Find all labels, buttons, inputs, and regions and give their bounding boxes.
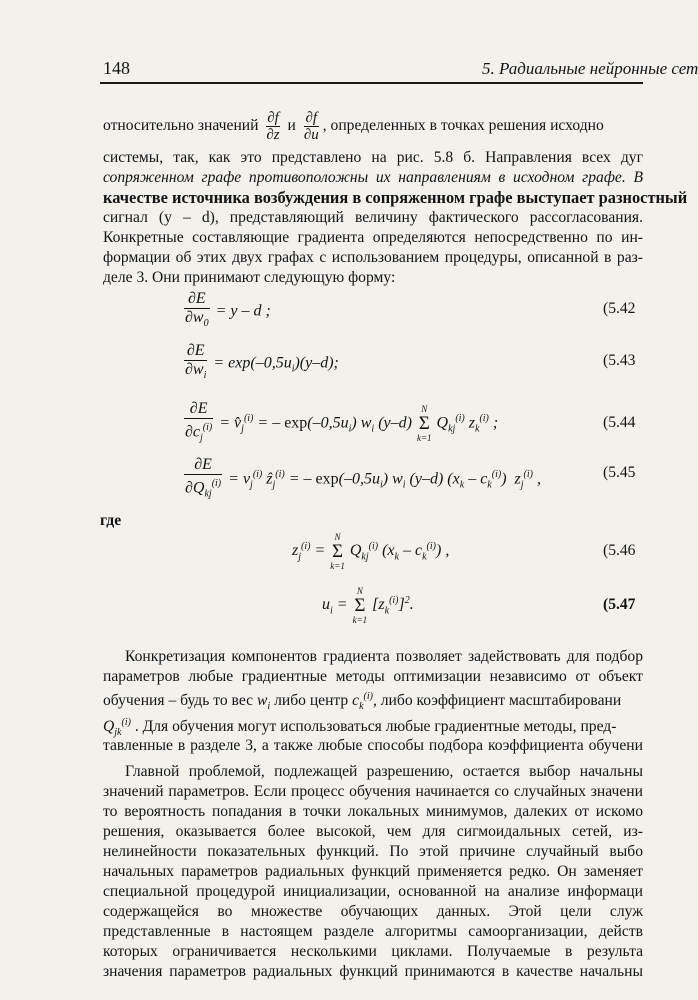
text-line-b1: Конкретизация компонентов градиента позволяет задействовать для подбор xyxy=(125,648,643,665)
text-line-b5: тавленные в разделе 3, а также любые способы подбора коэффициента обучени xyxy=(103,737,643,754)
text-line-b9: решения, оказывается более высокой, чем для сигмоидальных сетей, из- xyxy=(103,823,643,840)
text-line-4: качестве источника возбуждения в сопряженном графе выступает разностный xyxy=(103,188,688,207)
text-line-b3: обучения – будь то вес $w_i$ либо центр $c_k^{(i)}$, либо коэффициент масштабировани xyxy=(103,691,622,713)
inline-frac-df-du: $\frac{\partial f}{\partial u}$ xyxy=(303,109,319,143)
equation-number-5-47: (5.47 xyxy=(603,596,636,613)
text-line-b13: содержащейся во множестве обучающих данных. Этой цели служ xyxy=(103,903,643,920)
inline-frac-df-dz: $\frac{\partial f}{\partial z}$ xyxy=(266,109,280,143)
equation-number-5-45: (5.45 xyxy=(603,464,636,481)
equation-number-5-46: (5.46 xyxy=(603,542,636,559)
text-line-8: деле 3. Они принимают следующую форму: xyxy=(103,269,396,286)
text-line-b15: которых ограничивается несколькими циклами. Получаемые в результа xyxy=(103,943,643,960)
where-label: где xyxy=(100,512,122,529)
page-number: 148 xyxy=(103,58,130,78)
text-line-b2: параметров любые градиентные методы оптимизации независимо от объект xyxy=(103,668,643,685)
text-line-b11: начальных параметров радиальных функций применяется редко. Он заменяет xyxy=(103,863,643,880)
equation-number-5-43: (5.43 xyxy=(603,352,636,369)
equation-5-43: $\frac{\partial E}{\partial w_i}$ = $\exp(-0,5u_i)(y-d)$; xyxy=(185,342,339,382)
header-rule xyxy=(100,82,643,84)
text-line-b16: значения параметров радиальных функций принимаются в качестве начальны xyxy=(103,963,643,980)
equation-number-5-44: (5.44 xyxy=(603,414,636,431)
running-header: 5. Радиальные нейронные сет xyxy=(482,59,698,78)
text-line-b8: то вероятность попадания в точки локальных минимумов, далеких от искомо xyxy=(103,803,643,820)
equation-5-45: $\frac{\partial E}{\partial Q_{kj}^{(i)}}$ = $v_j^{(i)}$ ẑ$_j^{(i)}$ = – $\exp(-0,5u_i)$ $w_i$ (y–d) $(x_k - c_k^{(i)})$ $z_j^{(i)}$ , xyxy=(185,456,541,500)
text-line-2: системы, так, как это представлено на рис. 5.8 б. Направления всех дуг xyxy=(103,149,643,166)
equation-number-5-42: (5.42 xyxy=(603,300,636,317)
text-line-1: относительно значений $\frac{\partial f}{\partial z}$ и $\frac{\partial f}{\partial u}$ , определенных в точках решения исходно xyxy=(103,109,604,143)
text-line-b7: значений параметров. Если процесс обучения начинается со случайных значени xyxy=(103,783,643,800)
text-line-3: сопряженном графе противоположны их направлениям в исходном графе. В xyxy=(103,169,643,186)
text-line-6: Конкретные составляющие градиента определяются непосредственно по ин- xyxy=(103,229,643,246)
text-line-b6: Главной проблемой, подлежащей разрешению, остается выбор начальны xyxy=(125,763,643,780)
equation-5-42: $\frac{\partial E}{\partial w_0}$ = y – d ; xyxy=(185,290,271,330)
text-line-5: сигнал (y – d), представляющий величину фактического рассогласования. xyxy=(103,209,643,226)
text-line-b10: нелинейности показательных функций. По этой причине случайный выбо xyxy=(103,843,643,860)
equation-5-47: $u_i$ = N Σ k=1 $[z_k^{(i)}]^2$. xyxy=(322,586,414,625)
text-line-b14: представленные в настоящем разделе алгоритмы самоорганизации, действ xyxy=(103,923,643,940)
text-line-b12: специальной процедурой инициализации, основанной на анализе информаци xyxy=(103,883,643,900)
equation-5-44: $\frac{\partial E}{\partial c_j^{(i)}}$ = $v̂_j^{(i)}$ = – $\exp(-0,5u_i)$ $w_i$ (y–d) N Σ k=1 $Q_{kj}^{(i)}$ $z_k^{(i)}$ ; xyxy=(185,400,499,444)
equation-5-46: $z_j^{(i)}$ = N Σ k=1 $Q_{kj}^{(i)}$ $(x_k - c_k^{(i)})$ , xyxy=(292,532,450,571)
text-line-b4: $Q_{jk}^{(i)}$ . Для обучения могут использоваться любые градиентные методы, пред- xyxy=(103,717,617,739)
text-line-7: формации об этих двух графах с использованием процедуры, описанной в раз- xyxy=(103,249,643,266)
